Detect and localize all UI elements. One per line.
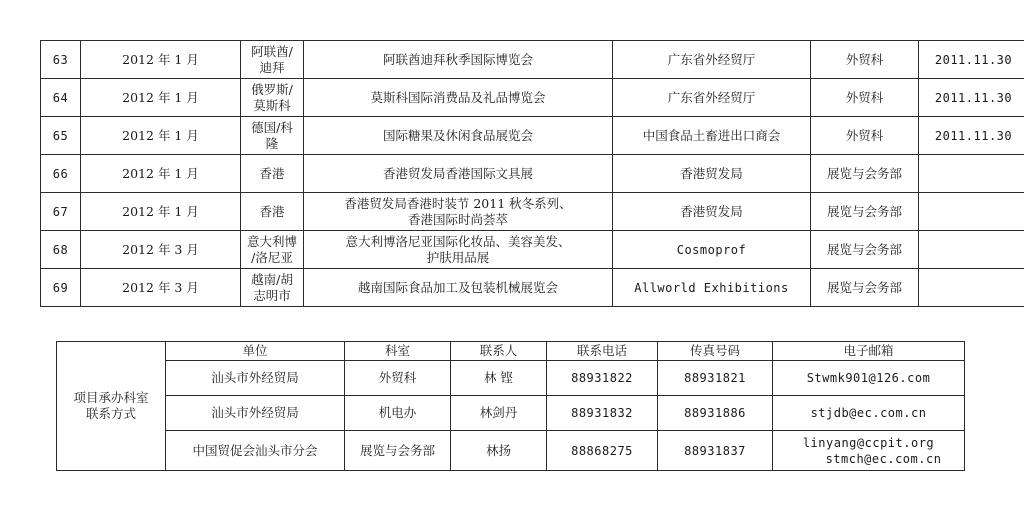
exhibition-name-line: 香港贸发局香港国际文具展 [382, 165, 533, 181]
exhibition-name-line: 香港贸发局香港时装节 2011 秋冬系列、 [344, 195, 572, 211]
row-number: 68 [41, 231, 81, 269]
exhibition-place-line: 隆 [265, 135, 279, 151]
contact-email [773, 431, 965, 471]
exhibition-date: 2012 年 1 月 [81, 79, 241, 117]
contact-info-table [56, 341, 965, 471]
handling-department: 展览与会务部 [811, 231, 919, 269]
header-office: 科室 [345, 342, 451, 361]
header-unit: 单位 [166, 342, 345, 361]
exhibition-place-line: 迪拜 [259, 59, 285, 75]
contact-phone: 88931832 [547, 396, 658, 431]
handling-department: 外贸科 [811, 41, 919, 79]
contact-header-row [57, 342, 965, 361]
deadline [919, 231, 1024, 269]
contact-office: 展览与会务部 [345, 431, 451, 471]
row-number: 65 [41, 117, 81, 155]
header-phone: 联系电话 [547, 342, 658, 361]
contact-office: 机电办 [345, 396, 451, 431]
contact-person: 林剑丹 [451, 396, 547, 431]
exhibition-place-line: 越南/胡 [251, 271, 293, 287]
contact-row [57, 396, 965, 431]
handling-department: 展览与会务部 [811, 269, 919, 307]
schedule-row [41, 79, 1024, 117]
handling-department: 展览与会务部 [811, 193, 919, 231]
exhibition-place [241, 79, 304, 117]
contact-row [57, 431, 965, 471]
row-number: 64 [41, 79, 81, 117]
contact-fax: 88931886 [658, 396, 773, 431]
contact-section-label [57, 342, 166, 471]
exhibition-place [241, 155, 304, 193]
deadline [919, 155, 1024, 193]
exhibition-place [241, 193, 304, 231]
contact-fax: 88931837 [658, 431, 773, 471]
exhibition-place [241, 231, 304, 269]
header-fax: 传真号码 [658, 342, 773, 361]
exhibition-name [304, 117, 613, 155]
exhibition-name-line: 香港国际时尚荟萃 [407, 211, 508, 227]
row-number: 67 [41, 193, 81, 231]
row-number: 63 [41, 41, 81, 79]
contact-section-label-line: 联系方式 [85, 406, 136, 421]
exhibition-place [241, 41, 304, 79]
exhibition-date: 2012 年 3 月 [81, 231, 241, 269]
deadline [919, 269, 1024, 307]
schedule-row [41, 269, 1024, 307]
exhibition-place [241, 269, 304, 307]
contact-fax: 88931821 [658, 361, 773, 396]
contact-row [57, 361, 965, 396]
exhibition-date: 2012 年 1 月 [81, 117, 241, 155]
contact-unit: 汕头市外经贸局 [166, 396, 345, 431]
organizer: Cosmoprof [613, 231, 811, 269]
exhibition-name [304, 79, 613, 117]
exhibition-place [241, 117, 304, 155]
schedule-row [41, 117, 1024, 155]
exhibition-name [304, 193, 613, 231]
exhibition-name [304, 231, 613, 269]
exhibition-place-line: 莫斯科 [253, 97, 291, 113]
contact-person: 林扬 [451, 431, 547, 471]
contact-email-line: linyang@ccpit.org [802, 435, 935, 450]
exhibition-name-line: 国际糖果及休闲食品展览会 [382, 127, 533, 143]
schedule-row [41, 231, 1024, 269]
row-number: 69 [41, 269, 81, 307]
exhibition-place-line: 阿联酋/ [251, 43, 293, 59]
deadline [919, 193, 1024, 231]
contact-section-label-line: 项目承办科室 [73, 390, 149, 405]
exhibition-date: 2012 年 1 月 [81, 193, 241, 231]
header-email: 电子邮箱 [773, 342, 965, 361]
deadline: 2011.11.30 [919, 41, 1024, 79]
schedule-row [41, 155, 1024, 193]
exhibition-place-line: 志明市 [253, 287, 291, 303]
contact-office: 外贸科 [345, 361, 451, 396]
exhibition-place-line: 俄罗斯/ [251, 81, 293, 97]
contact-unit: 汕头市外经贸局 [166, 361, 345, 396]
exhibition-place-line: 香港 [259, 203, 285, 219]
exhibition-name-line: 护肤用品展 [426, 249, 490, 265]
handling-department: 外贸科 [811, 117, 919, 155]
contact-email: Stwmk901@126.com [773, 361, 965, 396]
header-person: 联系人 [451, 342, 547, 361]
exhibition-place-line: 意大利博 [246, 233, 297, 249]
exhibition-name-line: 阿联酋迪拜秋季国际博览会 [382, 51, 533, 67]
organizer: 广东省外经贸厅 [613, 41, 811, 79]
exhibition-date: 2012 年 1 月 [81, 155, 241, 193]
handling-department: 外贸科 [811, 79, 919, 117]
exhibition-schedule-table [40, 40, 1024, 307]
exhibition-name [304, 41, 613, 79]
contact-phone: 88868275 [547, 431, 658, 471]
exhibition-name [304, 269, 613, 307]
deadline: 2011.11.30 [919, 79, 1024, 117]
organizer: 广东省外经贸厅 [613, 79, 811, 117]
exhibition-name-line: 越南国际食品加工及包装机械展览会 [357, 279, 558, 295]
exhibition-name-line: 莫斯科国际消费品及礼品博览会 [370, 89, 546, 105]
deadline: 2011.11.30 [919, 117, 1024, 155]
organizer: Allworld Exhibitions [613, 269, 811, 307]
contact-phone: 88931822 [547, 361, 658, 396]
contact-email: stjdb@ec.com.cn [773, 396, 965, 431]
organizer: 香港贸发局 [613, 155, 811, 193]
exhibition-name-line: 意大利博洛尼亚国际化妆品、美容美发、 [345, 233, 571, 249]
exhibition-name [304, 155, 613, 193]
organizer: 中国食品土畜进出口商会 [613, 117, 811, 155]
schedule-row [41, 193, 1024, 231]
handling-department: 展览与会务部 [811, 155, 919, 193]
exhibition-place-line: /洛尼亚 [251, 249, 293, 265]
exhibition-date: 2012 年 3 月 [81, 269, 241, 307]
contact-person: 林 铿 [451, 361, 547, 396]
row-number: 66 [41, 155, 81, 193]
organizer: 香港贸发局 [613, 193, 811, 231]
schedule-row [41, 41, 1024, 79]
exhibition-date: 2012 年 1 月 [81, 41, 241, 79]
exhibition-place-line: 香港 [259, 165, 285, 181]
contact-email-line: stmch@ec.com.cn [825, 451, 942, 466]
contact-unit: 中国贸促会汕头市分会 [166, 431, 345, 471]
exhibition-place-line: 德国/科 [251, 119, 293, 135]
